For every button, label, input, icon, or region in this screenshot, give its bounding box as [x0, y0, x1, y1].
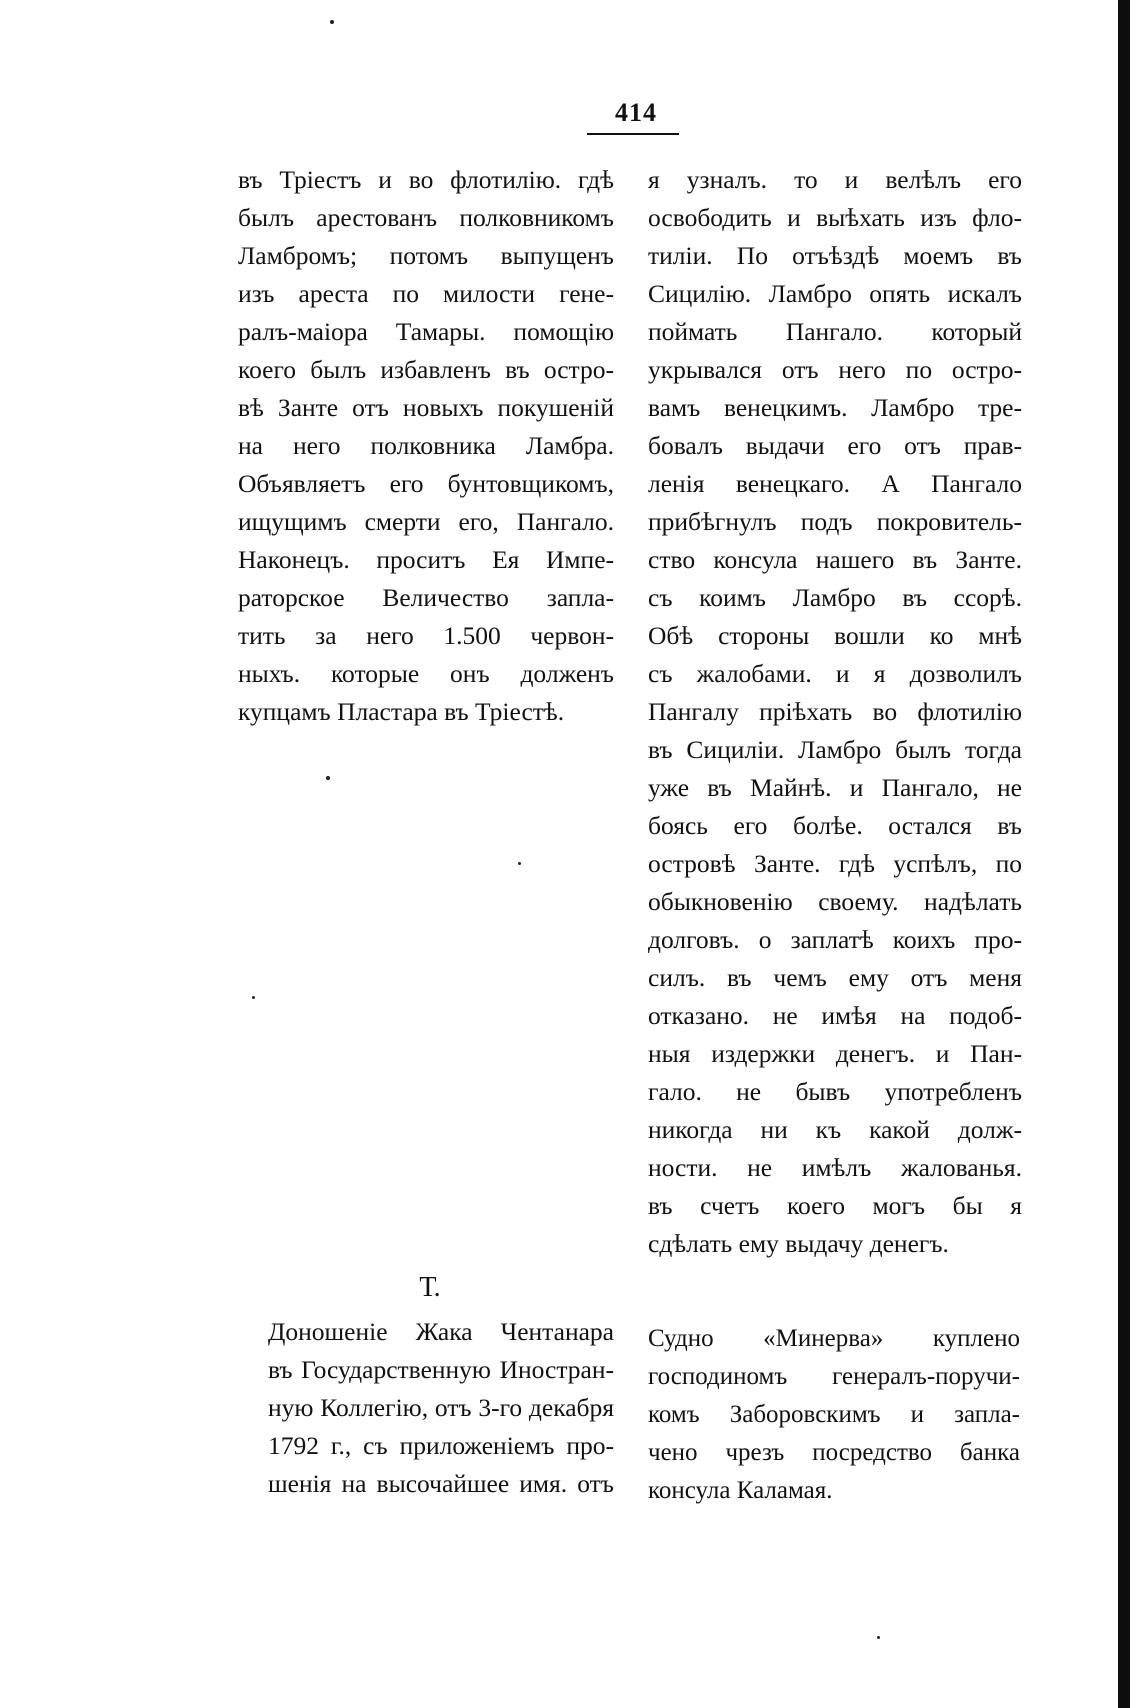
text-line: коего былъ избавленъ въ остро-	[238, 355, 614, 384]
text-line: съ жалобами. и я дозволилъ	[648, 659, 1022, 688]
text-line: тить за него 1.500 червон-	[238, 621, 614, 650]
text-line: тиліи. По отъѣздѣ моемъ въ	[648, 241, 1022, 270]
text-line: ныя издержки денегъ. и Пан-	[648, 1039, 1022, 1068]
text-line: бовалъ выдачи его отъ прав-	[648, 431, 1022, 460]
text-line: былъ арестованъ полковникомъ	[238, 203, 614, 232]
note-line: чено чрезъ посредство банка	[648, 1439, 1020, 1466]
heading-line: 1792 г., съ приложеніемъ про-	[268, 1431, 614, 1460]
page-number: 414	[615, 98, 657, 127]
scan-edge-bar	[1118, 0, 1130, 1708]
left-column-text	[238, 161, 614, 731]
text-line: изъ ареста по милости гене-	[238, 279, 614, 308]
text-line: Наконецъ. проситъ Ея Импе-	[238, 545, 614, 574]
text-line: отказано. не имѣя на подоб-	[648, 1001, 1022, 1030]
text-line: въ счетъ коего могъ бы я	[648, 1191, 1022, 1220]
right-column-text	[648, 161, 1022, 1263]
text-line: на него полковника Ламбра.	[238, 431, 614, 460]
text-line: никогда ни къ какой долж-	[648, 1115, 1022, 1144]
text-line: съ коимъ Ламбро въ ссорѣ.	[648, 583, 1022, 612]
note-line: консула Каламая.	[648, 1477, 833, 1504]
text-line: вѣ Занте отъ новыхъ покушеній	[238, 393, 614, 422]
note-text	[648, 1320, 1020, 1510]
heading-line: шенія на высочайшее имя. отъ	[268, 1469, 614, 1498]
text-line: ленія венецкаго. А Пангало	[648, 469, 1022, 498]
text-line: въ Тріестъ и во флотилію. гдѣ	[238, 165, 614, 194]
scan-speck	[877, 1636, 880, 1639]
text-line: въ Сициліи. Ламбро былъ тогда	[648, 735, 1022, 764]
text-line: я узналъ. то и велѣлъ его	[648, 165, 1022, 194]
text-line: Сицилію. Ламбро опять искалъ	[648, 279, 1022, 308]
text-line: Ламбромъ; потомъ выпущенъ	[238, 241, 614, 270]
text-line: гало. не бывъ употребленъ	[648, 1077, 1022, 1106]
text-line: долговъ. о заплатѣ коихъ про-	[648, 925, 1022, 954]
text-line: освободить и выѣхать изъ фло-	[648, 203, 1022, 232]
text-line: прибѣгнулъ подъ покровитель-	[648, 507, 1022, 536]
text-line: обыкновенію своему. надѣлать	[648, 887, 1022, 916]
note-line: Судно «Минерва» куплено	[648, 1325, 1020, 1352]
text-line: сдѣлать ему выдачу денегъ.	[648, 1229, 949, 1258]
text-line: вамъ венецкимъ. Ламбро тре-	[648, 393, 1022, 422]
scan-speck	[326, 776, 330, 780]
heading-line: Доношеніе Жака Чентанара	[268, 1317, 614, 1346]
text-line: ищущимъ смерти его, Пангало.	[238, 507, 614, 536]
text-line: раторское Величество запла-	[238, 583, 614, 612]
note-line: господиномъ генералъ-поручи-	[648, 1363, 1020, 1390]
note-line: комъ Заборовскимъ и запла-	[648, 1401, 1020, 1428]
text-line: ралъ-маіора Тамары. помощію	[238, 317, 614, 346]
page-number-rule	[587, 133, 679, 135]
heading-line: въ Государственную Иностран-	[268, 1355, 614, 1384]
text-line: Объявляетъ его бунтовщикомъ,	[238, 469, 614, 498]
text-line: ности. не имѣлъ жалованья.	[648, 1153, 1022, 1182]
document-heading	[268, 1313, 614, 1503]
text-line: уже въ Майнѣ. и Пангало, не	[648, 773, 1022, 802]
text-line: островѣ Занте. гдѣ успѣлъ, по	[648, 849, 1022, 878]
text-line: купцамъ Пластара въ Тріестѣ.	[238, 697, 565, 726]
text-line: силъ. въ чемъ ему отъ меня	[648, 963, 1022, 992]
section-letter: Т.	[419, 1272, 441, 1303]
text-line: укрывался отъ него по остро-	[648, 355, 1022, 384]
text-line: Пангалу пріѣхать во флотилію	[648, 697, 1022, 726]
text-line: ныхъ. которые онъ долженъ	[238, 659, 614, 688]
scan-speck	[252, 996, 255, 999]
scan-speck	[330, 20, 334, 24]
text-line: Обѣ стороны вошли ко мнѣ	[648, 621, 1022, 650]
text-line: боясь его болѣе. остался въ	[648, 811, 1022, 840]
scan-speck	[518, 862, 521, 865]
text-line: поймать Пангало. который	[648, 317, 1022, 346]
heading-line: ную Коллегію, отъ 3-го декабря	[268, 1393, 614, 1422]
text-line: ство консула нашего въ Занте.	[648, 545, 1022, 574]
